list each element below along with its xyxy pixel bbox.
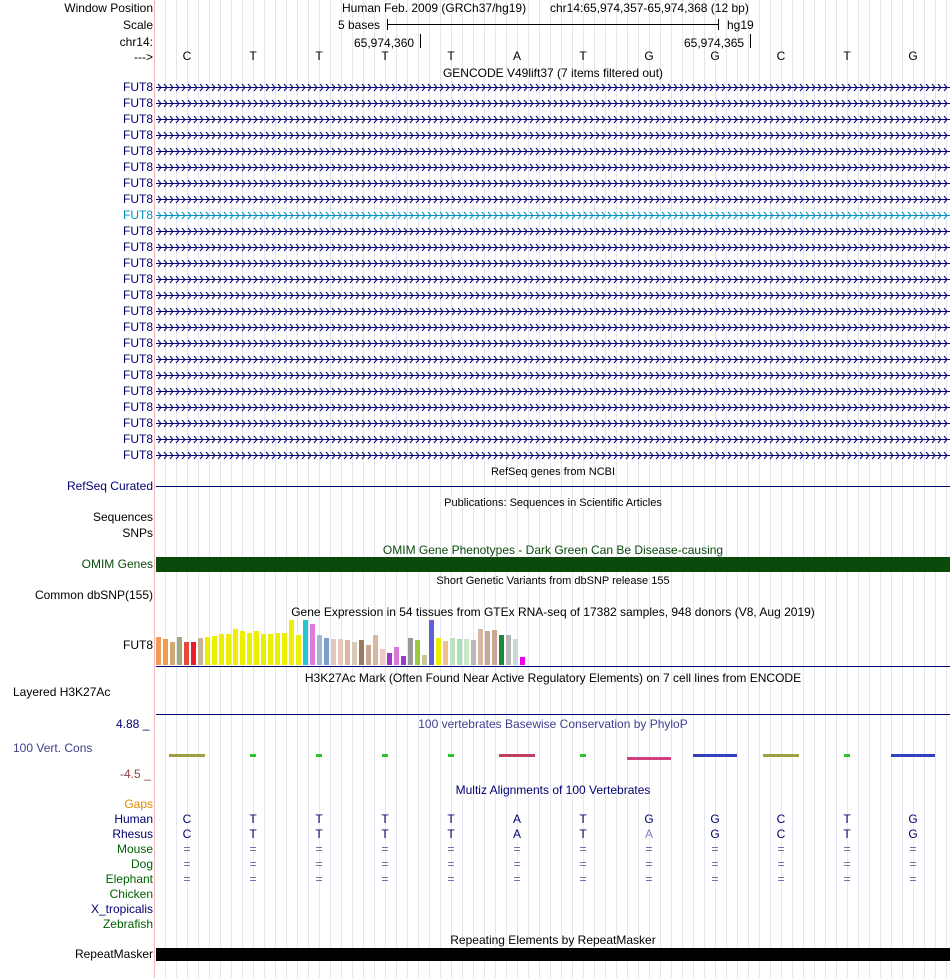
gencode-transcript[interactable] (156, 115, 950, 124)
gencode-gene-label[interactable]: FUT8 (123, 112, 153, 126)
sequence-base: G (908, 49, 918, 63)
gtex-tissue-bar[interactable] (429, 620, 434, 665)
multiz-aligned-base: = (843, 857, 851, 871)
multiz-aligned-base: T (843, 827, 851, 841)
sequence-base: T (315, 49, 323, 63)
dbsnp-title[interactable]: Short Genetic Variants from dbSNP release 155 (436, 575, 670, 587)
gtex-tissue-bar[interactable] (415, 640, 420, 665)
gencode-gene-label[interactable]: FUT8 (123, 336, 153, 350)
multiz-aligned-base: = (843, 842, 851, 856)
gtex-tissue-bar[interactable] (387, 653, 392, 665)
gtex-tissue-bar[interactable] (261, 634, 266, 665)
multiz-aligned-base: T (843, 812, 851, 826)
multiz-title[interactable]: Multiz Alignments of 100 Vertebrates (455, 783, 651, 797)
multiz-aligned-base: T (315, 812, 323, 826)
gencode-gene-label[interactable]: FUT8 (123, 448, 153, 462)
gtex-label[interactable]: FUT8 (123, 638, 153, 652)
multiz-aligned-base: G (908, 827, 918, 841)
gtex-tissue-bar[interactable] (352, 642, 357, 665)
gtex-tissue-bar[interactable] (156, 637, 161, 665)
gtex-tissue-bar[interactable] (373, 635, 378, 665)
gencode-transcript[interactable] (156, 419, 950, 428)
multiz-aligned-base: C (182, 827, 192, 841)
multiz-aligned-base: T (447, 827, 455, 841)
gencode-gene-label[interactable]: FUT8 (123, 192, 153, 206)
multiz-species-label[interactable]: Zebrafish (102, 917, 153, 931)
multiz-species-label[interactable]: Chicken (109, 887, 153, 901)
multiz-aligned-base: = (579, 842, 587, 856)
gtex-tissue-bar[interactable] (492, 630, 497, 665)
gtex-tissue-bar[interactable] (422, 655, 427, 665)
multiz-aligned-base: = (183, 872, 191, 886)
multiz-aligned-base: T (381, 812, 389, 826)
gtex-tissue-bar[interactable] (520, 657, 525, 665)
gencode-gene-label[interactable]: FUT8 (123, 384, 153, 398)
multiz-species-label[interactable]: Rhesus (112, 827, 153, 841)
conservation-track[interactable] (156, 740, 950, 770)
gencode-gene-label[interactable]: FUT8 (123, 240, 153, 254)
multiz-aligned-base: = (909, 842, 917, 856)
multiz-species-label[interactable]: Mouse (116, 842, 153, 856)
gtex-tissue-bar[interactable] (219, 634, 224, 665)
multiz-aligned-base: A (512, 827, 521, 841)
coord-left-tick (420, 34, 421, 48)
gencode-transcript[interactable] (156, 179, 950, 188)
multiz-aligned-base: T (315, 827, 323, 841)
repeatmasker-label[interactable]: RepeatMasker (74, 947, 153, 961)
multiz-aligned-base: = (249, 857, 257, 871)
gtex-tissue-bar[interactable] (464, 639, 469, 665)
gencode-gene-label[interactable]: FUT8 (123, 144, 153, 158)
omim-title[interactable]: OMIM Gene Phenotypes - Dark Green Can Be Disease-causing (382, 543, 724, 557)
multiz-aligned-base: = (711, 857, 719, 871)
gtex-tissue-bar[interactable] (366, 645, 371, 665)
gencode-gene-label[interactable]: FUT8 (123, 432, 153, 446)
gtex-tissue-bar[interactable] (177, 637, 182, 665)
gencode-transcript[interactable] (156, 403, 950, 412)
gtex-tissue-bar[interactable] (457, 639, 462, 665)
multiz-aligned-base: = (513, 857, 521, 871)
gencode-gene-label[interactable]: FUT8 (123, 208, 153, 222)
multiz-aligned-base: = (513, 842, 521, 856)
gtex-tissue-bar[interactable] (317, 635, 322, 665)
publications-title[interactable]: Publications: Sequences in Scientific Articles (444, 497, 662, 509)
conservation-score-mark[interactable] (763, 754, 799, 757)
multiz-aligned-base: G (644, 812, 654, 826)
gencode-gene-label[interactable]: FUT8 (123, 224, 153, 238)
multiz-aligned-base: T (249, 827, 257, 841)
sequence-base: C (776, 49, 786, 63)
db-text: hg19 (727, 18, 754, 32)
gtex-tissue-bar[interactable] (226, 634, 231, 665)
scale-bar (387, 24, 718, 25)
dbsnp-label[interactable]: Common dbSNP(155) (34, 588, 153, 602)
multiz-aligned-base: G (710, 812, 720, 826)
gtex-tissue-bar[interactable] (233, 629, 238, 665)
gtex-tissue-bar[interactable] (303, 620, 308, 665)
gencode-gene-label[interactable]: FUT8 (123, 368, 153, 382)
scale-bar-tick-left (387, 19, 388, 30)
multiz-aligned-base: = (315, 857, 323, 871)
gencode-transcript[interactable] (156, 307, 950, 316)
conservation-score-mark[interactable] (382, 754, 388, 757)
multiz-aligned-base: = (645, 857, 653, 871)
conservation-max: 4.88 _ (116, 717, 150, 731)
h3k27ac-title[interactable]: H3K27Ac Mark (Often Found Near Active Regulatory Elements) on 7 cell lines from ENCODE (304, 671, 802, 685)
multiz-species-label[interactable]: X_tropicalis (90, 902, 153, 916)
conservation-score-mark[interactable] (891, 754, 935, 757)
gtex-tissue-bar[interactable] (485, 631, 490, 665)
gtex-tissue-bar[interactable] (401, 656, 406, 665)
gencode-gene-label[interactable]: FUT8 (123, 272, 153, 286)
scale-label: Scale (122, 18, 153, 32)
conservation-score-mark[interactable] (169, 754, 205, 757)
omim-label[interactable]: OMIM Genes (81, 557, 153, 571)
multiz-aligned-base: = (711, 842, 719, 856)
gtex-tissue-bar[interactable] (289, 620, 294, 665)
multiz-aligned-base: = (381, 857, 389, 871)
sequence-base: G (644, 49, 654, 63)
gtex-tissue-bar[interactable] (359, 640, 364, 665)
gtex-baseline (156, 666, 950, 667)
gtex-tissue-bar[interactable] (163, 639, 168, 665)
multiz-aligned-base: = (315, 842, 323, 856)
gtex-tissue-bar[interactable] (310, 624, 315, 665)
sequence-base: T (579, 49, 587, 63)
gencode-transcript[interactable] (156, 195, 950, 204)
gtex-tissue-bar[interactable] (191, 642, 196, 665)
conservation-score-mark[interactable] (627, 757, 671, 760)
publications-sequences-label[interactable]: Sequences (92, 510, 153, 524)
publications-snps-label[interactable]: SNPs (122, 526, 153, 540)
conservation-score-mark[interactable] (499, 754, 535, 757)
gencode-transcript[interactable] (156, 211, 950, 220)
gtex-title[interactable]: Gene Expression in 54 tissues from GTEx RNA-seq of 17382 samples, 948 donors (V8, Aug 2019) (291, 605, 815, 619)
coord-left: 65,974,360 (354, 36, 415, 50)
multiz-aligned-base: = (249, 872, 257, 886)
gencode-transcript[interactable] (156, 275, 950, 284)
strand-label: ---> (134, 50, 153, 64)
multiz-aligned-base: = (513, 872, 521, 886)
multiz-aligned-base: = (645, 842, 653, 856)
conservation-score-mark[interactable] (693, 754, 737, 757)
gtex-tissue-bar[interactable] (268, 634, 273, 665)
multiz-aligned-base: C (776, 812, 786, 826)
gtex-tissue-bar[interactable] (184, 642, 189, 665)
gtex-tissue-bar[interactable] (282, 633, 287, 665)
sequence-base: A (512, 49, 521, 63)
gtex-tissue-bar[interactable] (331, 639, 336, 665)
gencode-transcript[interactable] (156, 227, 950, 236)
conservation-score-mark[interactable] (580, 754, 586, 757)
gtex-tissue-bar[interactable] (380, 649, 385, 665)
omim-bar[interactable] (156, 557, 950, 572)
sequence-base: T (381, 49, 389, 63)
scale-bases-text: 5 bases (338, 18, 381, 32)
multiz-aligned-base: G (908, 812, 918, 826)
coord-right-tick (750, 34, 751, 48)
gtex-tissue-bar[interactable] (296, 635, 301, 665)
multiz-aligned-base: = (711, 872, 719, 886)
multiz-species-label[interactable]: Dog (130, 857, 153, 871)
gencode-gene-label[interactable]: FUT8 (123, 256, 153, 270)
multiz-aligned-base: = (777, 857, 785, 871)
multiz-aligned-base: T (249, 812, 257, 826)
conservation-title[interactable]: 100 vertebrates Basewise Conservation by PhyloP (418, 717, 688, 731)
gencode-transcript[interactable] (156, 323, 950, 332)
gtex-tissue-bar[interactable] (450, 638, 455, 665)
multiz-aligned-base: = (249, 842, 257, 856)
scale-bar-tick-right (718, 19, 719, 30)
multiz-aligned-base: G (710, 827, 720, 841)
multiz-aligned-base: = (579, 872, 587, 886)
gencode-gene-label[interactable]: FUT8 (123, 304, 153, 318)
multiz-aligned-base: = (777, 842, 785, 856)
gencode-gene-label[interactable]: FUT8 (123, 416, 153, 430)
multiz-aligned-base: = (381, 872, 389, 886)
gtex-tissue-bar[interactable] (436, 638, 441, 665)
gtex-tissue-bar[interactable] (212, 636, 217, 665)
gtex-tissue-bar[interactable] (345, 640, 350, 665)
multiz-aligned-base: C (182, 812, 192, 826)
coord-right: 65,974,365 (684, 36, 745, 50)
gencode-transcript[interactable] (156, 339, 950, 348)
multiz-aligned-base: = (447, 872, 455, 886)
gtex-tissue-bar[interactable] (247, 633, 252, 665)
multiz-aligned-base: T (447, 812, 455, 826)
conservation-score-mark[interactable] (448, 754, 454, 757)
gtex-tissue-bar[interactable] (240, 631, 245, 665)
base-sequence (156, 49, 950, 63)
multiz-aligned-base: T (579, 827, 587, 841)
multiz-aligned-base: = (843, 872, 851, 886)
conservation-score-mark[interactable] (844, 754, 850, 757)
multiz-aligned-base: T (579, 812, 587, 826)
gencode-transcript[interactable] (156, 99, 950, 108)
h3k27ac-label[interactable]: Layered H3K27Ac (13, 685, 111, 699)
sequence-base: C (182, 49, 192, 63)
gencode-transcript[interactable] (156, 355, 950, 364)
gtex-tissue-bar[interactable] (275, 633, 280, 665)
multiz-species-label[interactable]: Human (114, 812, 153, 826)
gtex-tissue-bar[interactable] (198, 638, 203, 665)
multiz-aligned-base: = (777, 872, 785, 886)
gtex-tissue-bar[interactable] (408, 638, 413, 665)
multiz-gaps-label[interactable]: Gaps (124, 797, 153, 811)
multiz-aligned-base: C (776, 827, 786, 841)
gencode-transcript[interactable] (156, 243, 950, 252)
gencode-transcript[interactable] (156, 163, 950, 172)
gtex-tissue-bar[interactable] (394, 647, 399, 665)
window-position-label: Window Position (64, 1, 153, 15)
multiz-aligned-base: A (512, 812, 521, 826)
gtex-tissue-bar[interactable] (478, 629, 483, 665)
gencode-gene-label[interactable]: FUT8 (123, 320, 153, 334)
gtex-tissue-bar[interactable] (205, 637, 210, 665)
gencode-gene-label[interactable]: FUT8 (123, 80, 153, 94)
gencode-gene-label[interactable]: FUT8 (123, 288, 153, 302)
gtex-tissue-bar[interactable] (471, 640, 476, 665)
repeatmasker-title[interactable]: Repeating Elements by RepeatMasker (450, 933, 656, 947)
gtex-tissue-bar[interactable] (443, 641, 448, 665)
chrom-label: chr14: (119, 35, 153, 49)
gencode-gene-label[interactable]: FUT8 (123, 400, 153, 414)
gencode-transcript[interactable] (156, 259, 950, 268)
gencode-title[interactable]: GENCODE V49lift37 (7 items filtered out) (442, 66, 664, 80)
gencode-transcript[interactable] (156, 435, 950, 444)
gencode-gene-label[interactable]: FUT8 (123, 176, 153, 190)
multiz-aligned-base: = (909, 857, 917, 871)
gtex-tissue-bar[interactable] (499, 635, 504, 665)
gtex-tissue-bar[interactable] (506, 635, 511, 665)
gtex-tissue-bar[interactable] (170, 642, 175, 665)
gencode-transcript[interactable] (156, 291, 950, 300)
assembly-text: Human Feb. 2009 (GRCh37/hg19) (342, 1, 527, 15)
gencode-gene-label[interactable]: FUT8 (123, 128, 153, 142)
gtex-bar-chart[interactable] (156, 620, 556, 665)
gencode-gene-label[interactable]: FUT8 (123, 160, 153, 174)
multiz-aligned-base: = (315, 872, 323, 886)
conservation-min: -4.5 _ (120, 767, 151, 781)
gtex-tissue-bar[interactable] (324, 638, 329, 665)
sequence-base: T (447, 49, 455, 63)
refseq-line[interactable] (156, 486, 950, 487)
gencode-transcript[interactable] (156, 451, 950, 460)
gtex-tissue-bar[interactable] (254, 631, 259, 665)
gencode-transcript[interactable] (156, 371, 950, 380)
sequence-base: G (710, 49, 720, 63)
conservation-score-mark[interactable] (316, 754, 322, 757)
conservation-label[interactable]: 100 Vert. Cons (13, 741, 93, 755)
repeatmasker-bar[interactable] (156, 948, 950, 961)
position-text: chr14:65,974,357-65,974,368 (12 bp) (550, 1, 749, 15)
gencode-transcript[interactable] (156, 387, 950, 396)
gencode-gene-label[interactable]: FUT8 (123, 352, 153, 366)
multiz-species-label[interactable]: Elephant (105, 872, 153, 886)
gencode-gene-label[interactable]: FUT8 (123, 96, 153, 110)
multiz-aligned-base: = (579, 857, 587, 871)
gtex-tissue-bar[interactable] (338, 639, 343, 665)
conservation-score-mark[interactable] (250, 754, 256, 757)
multiz-aligned-base: = (381, 842, 389, 856)
sequence-base: T (843, 49, 851, 63)
multiz-aligned-base: = (447, 842, 455, 856)
gencode-transcript[interactable] (156, 131, 950, 140)
multiz-aligned-base: = (183, 857, 191, 871)
multiz-aligned-base: = (447, 857, 455, 871)
multiz-aligned-base: = (183, 842, 191, 856)
multiz-aligned-base: = (909, 872, 917, 886)
gtex-tissue-bar[interactable] (513, 639, 518, 665)
sequence-base: T (249, 49, 257, 63)
gencode-transcript[interactable] (156, 147, 950, 156)
refseq-label[interactable]: RefSeq Curated (66, 479, 153, 493)
multiz-aligned-base: A (644, 827, 653, 841)
h3k27ac-baseline (156, 714, 950, 715)
gencode-transcript[interactable] (156, 83, 950, 92)
label-separator (154, 0, 155, 978)
multiz-aligned-base: = (645, 872, 653, 886)
multiz-aligned-base: T (381, 827, 389, 841)
refseq-title[interactable]: RefSeq genes from NCBI (490, 466, 616, 478)
